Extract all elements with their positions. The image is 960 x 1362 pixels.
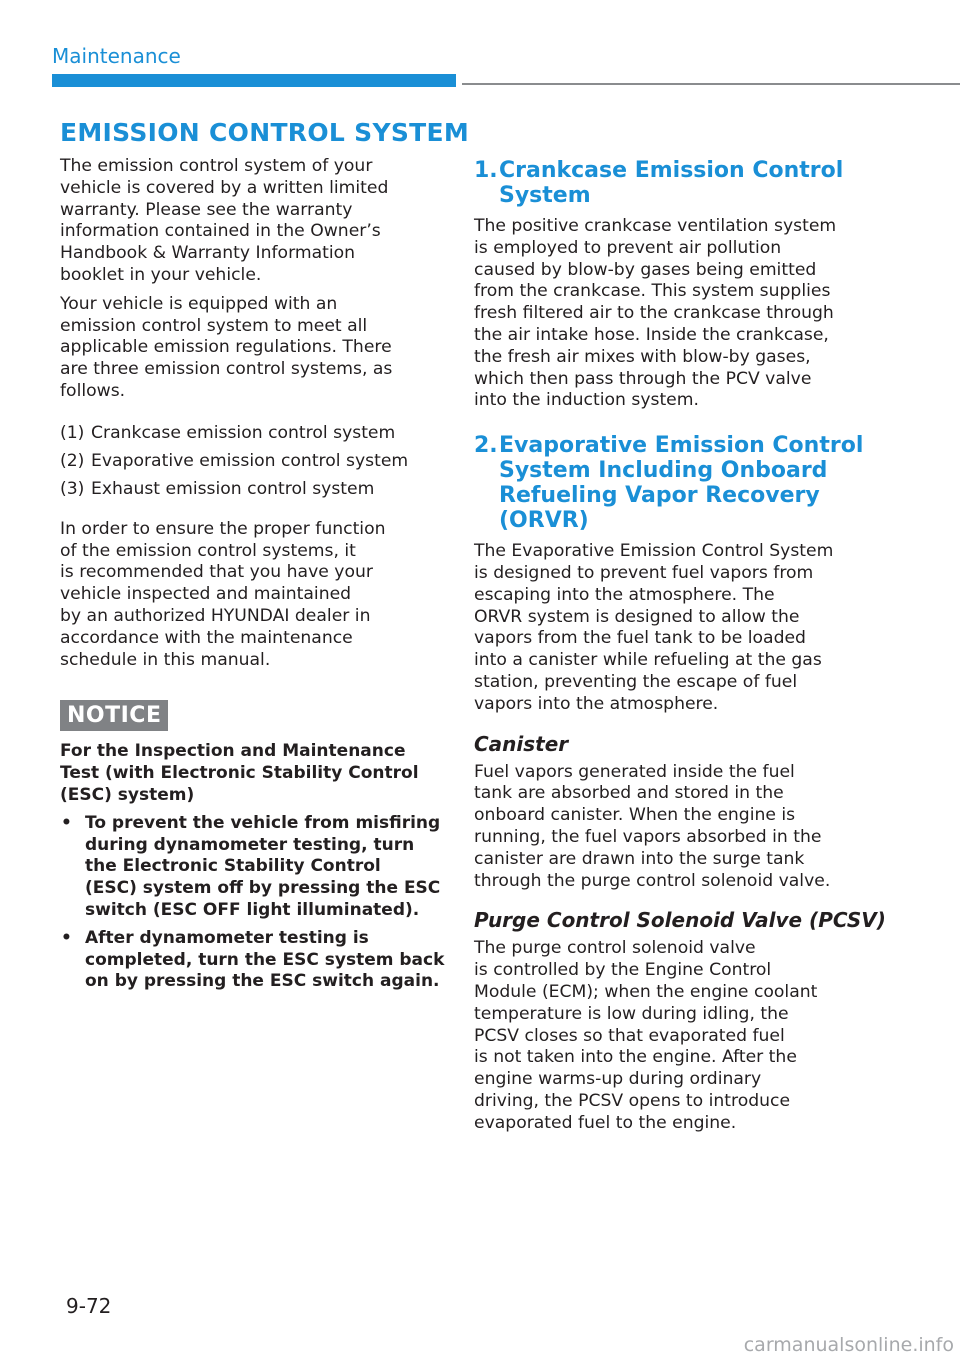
section-1-body: The positive crankcase ventilation system is employed to prevent air pollution caused by blow-by gases being emitted from the crankcase. This system supplies fresh filtered air to the crankcase through the air intake hose. Inside the crankcase, the fresh air mixes with blow-by gases, which then pass through the PCV valve into the induction system. — [474, 216, 837, 411]
section-2-heading: 2. Evaporative Emission Control System Including Onboard Refueling Vapor Recovery (ORVR) — [474, 433, 864, 534]
list-item: • After dynamometer testing is completed, turn the ESC system back on by pressing the ESC switch again. — [61, 927, 445, 992]
header-accent-bar — [52, 74, 456, 87]
right-column — [474, 158, 886, 1142]
bullet-icon: • — [61, 812, 72, 833]
left-column — [60, 118, 470, 999]
notice-badge: NOTICE — [60, 700, 168, 731]
recommendation-paragraph: In order to ensure the proper function of the emission control systems, it is recommended that you have your vehicle inspected and maintained by an authorized HYUNDAI dealer in accordance with the maintenance schedule in this manual. — [60, 518, 386, 670]
list-item: (2) Evaporative emission control system — [60, 450, 409, 471]
list-item: (3) Exhaust emission control system — [60, 478, 375, 499]
watermark: carmanualsonline.info — [743, 1334, 954, 1356]
header-rule — [462, 83, 960, 85]
header-section-label: Maintenance — [52, 44, 181, 68]
canister-body: Fuel vapors generated inside the fuel tank are absorbed and stored in the onboard canister. When the engine is running, the fuel vapors absorbed in the canister are drawn into the surge tank through the purge control solenoid valve. — [474, 761, 831, 891]
pcsv-body: The purge control solenoid valve is controlled by the Engine Control Module (ECM); when the engine coolant temperature is low during idling, the PCSV closes so that evaporated fuel is not taken into the engine. After the engine warms-up during ordinary driving, the PCSV opens to introduce evaporated fuel to the engine. — [474, 938, 818, 1133]
pcsv-heading: Purge Control Solenoid Valve (PCSV) — [474, 908, 886, 933]
bullet-icon: • — [61, 927, 72, 948]
page-title: EMISSION CONTROL SYSTEM — [60, 118, 470, 147]
list-item: (1) Crankcase emission control system — [60, 422, 396, 443]
section-2-body: The Evaporative Emission Control System is designed to prevent fuel vapors from escaping into the atmosphere. The ORVR system is designed to allow the vapors from the fuel tank to be loaded into a canister while refueling at the gas station, preventing the escape of fuel vapors into the atmosphere. — [474, 541, 834, 714]
systems-list — [60, 419, 440, 503]
notice-bullets — [60, 812, 445, 993]
notice-title: For the Inspection and Maintenance Test (with Electronic Stability Control (ESC) system) — [60, 741, 419, 805]
intro-paragraph-2: Your vehicle is equipped with an emission control system to meet all applicable emission regulations. There are three emission control systems, as follows. — [60, 293, 393, 401]
page-number: 9-72 — [66, 1294, 112, 1318]
canister-heading: Canister — [474, 731, 569, 756]
intro-paragraph-1: The emission control system of your vehicle is covered by a written limited warranty. Please see the warranty information contained in the Owner’s Handbook & Warranty Information booklet in your vehicle. — [60, 156, 389, 285]
list-item: • To prevent the vehicle from misfiring during dynamometer testing, turn the Electronic Stability Control (ESC) system off by pressing the ESC switch (ESC OFF light illuminated). — [61, 812, 441, 920]
section-1-heading: 1. Crankcase Emission Control System — [474, 158, 844, 208]
